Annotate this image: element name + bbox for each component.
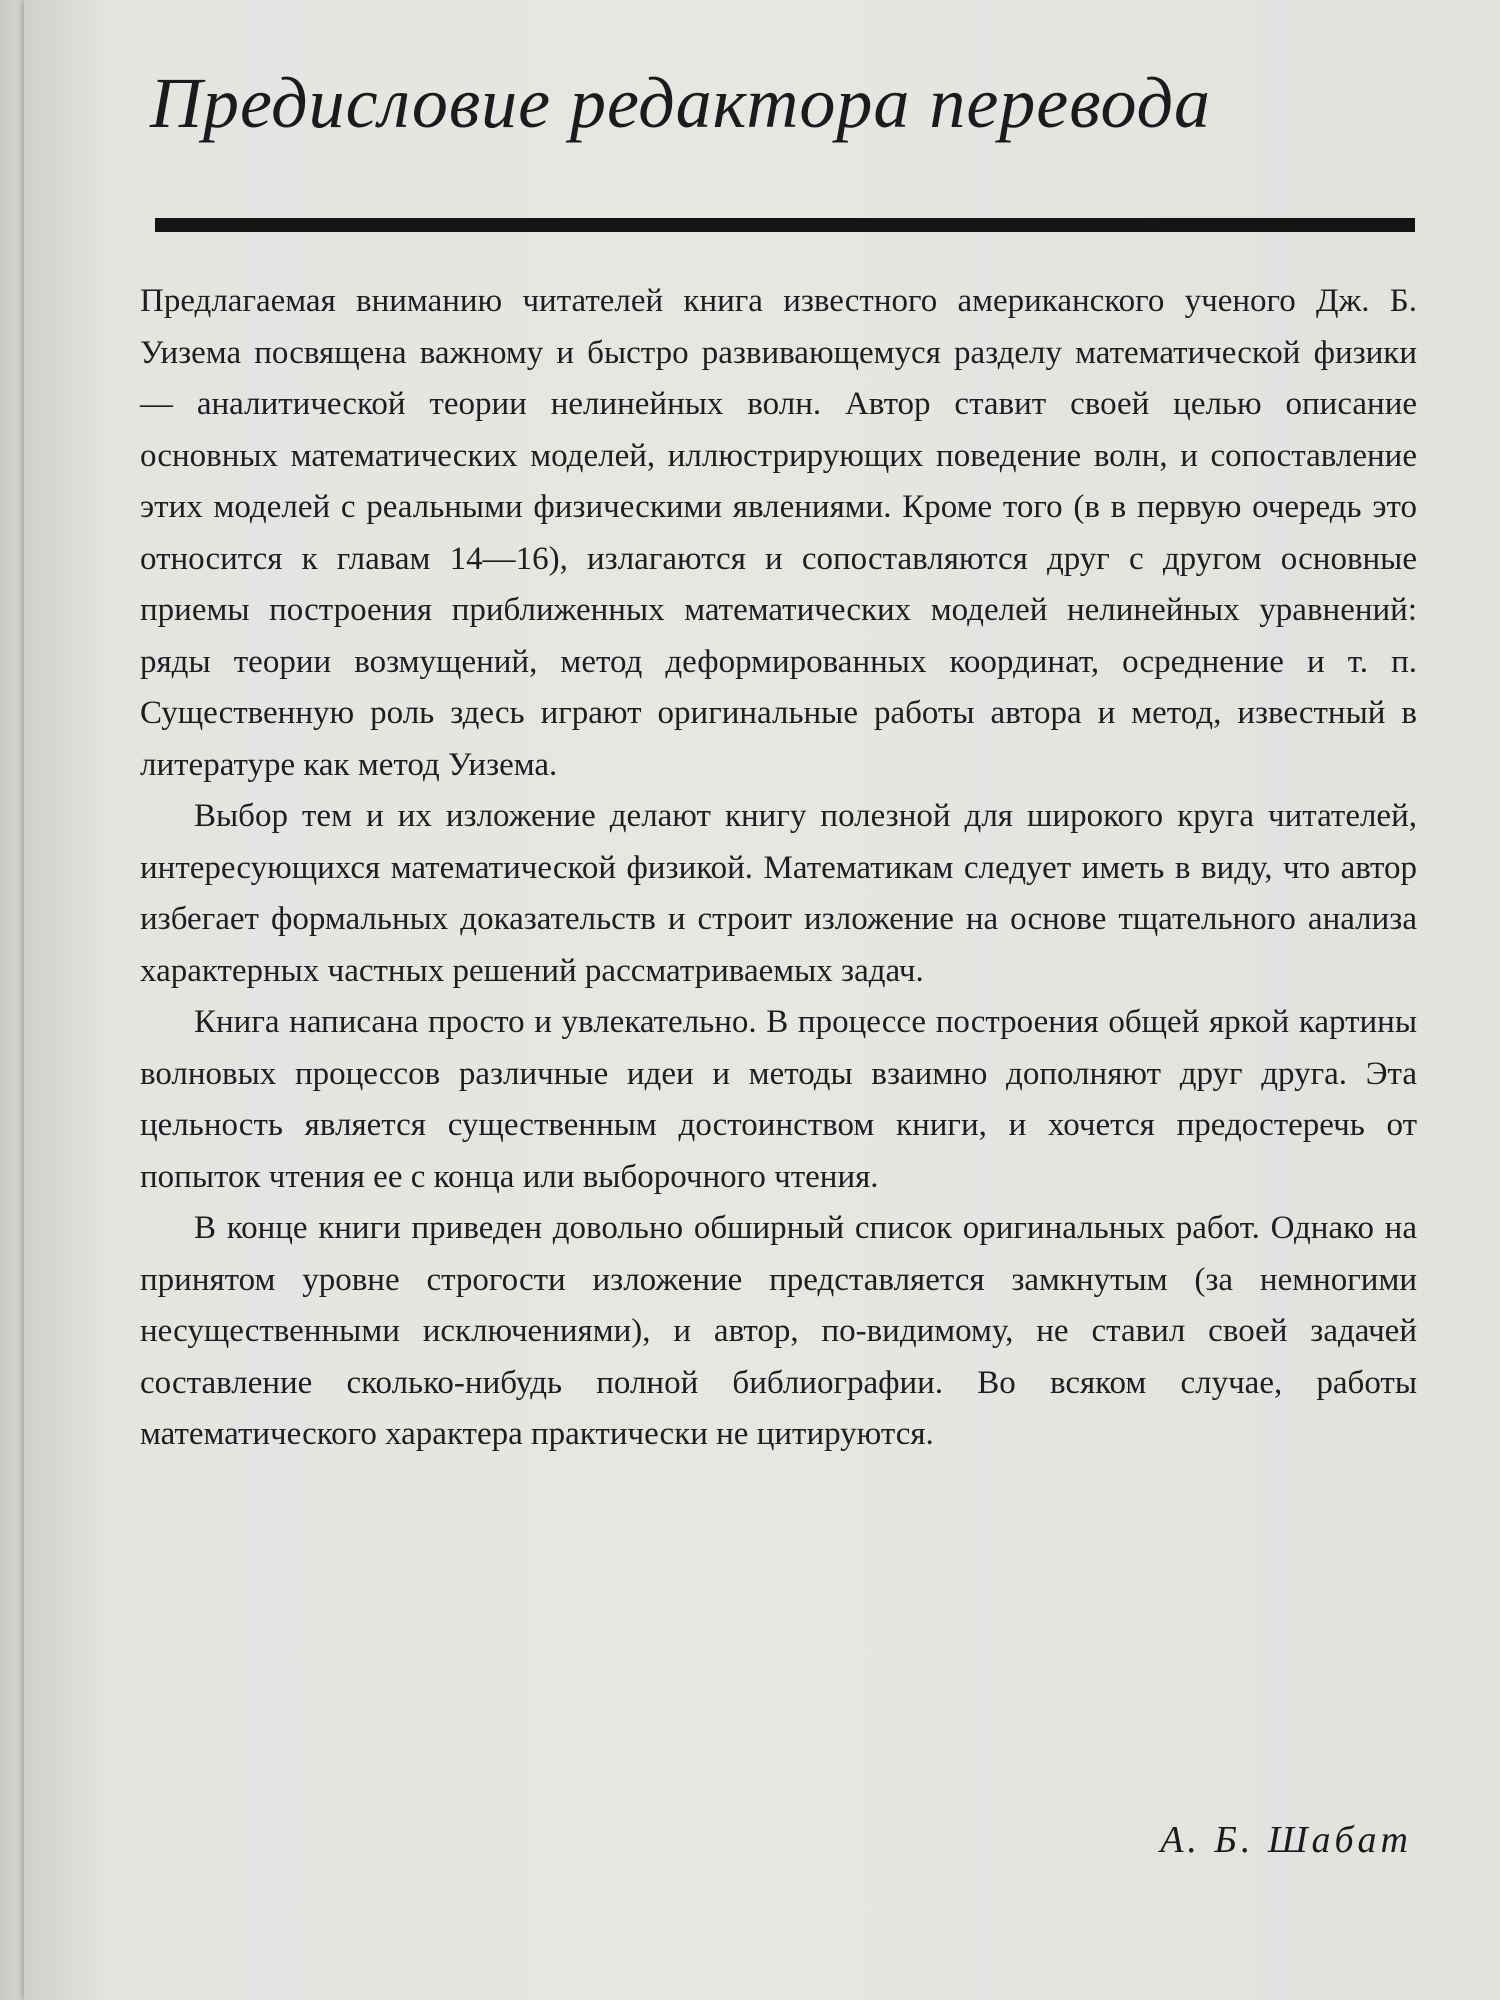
paragraph: Книга написана просто и увлекательно. В процессе построения общей яркой картины волновых процессов различные идеи и методы взаимно дополняют друг друга. Эта цельность является существенным достоинством книги, и хочется предостеречь от попыток чтения ее с конца или выборочного чтения. bbox=[140, 1004, 1417, 1195]
preface-body bbox=[140, 276, 1417, 1461]
paragraph: Выбор тем и их изложение делают книгу полезной для широкого круга читателей, интересующихся математической физикой. Математикам следует иметь в виду, что автор избегает формальных доказательств и строит изложение на основе тщательного анализа характерных частных решений рассматриваемых задач. bbox=[140, 798, 1417, 989]
book-gutter bbox=[0, 0, 24, 2000]
page-title: Предисловие редактора перевода bbox=[150, 63, 1212, 143]
title-rule bbox=[155, 218, 1415, 232]
signature: А. Б. Шабат bbox=[1160, 1819, 1412, 1861]
paragraph: В конце книги приведен довольно обширный список оригинальных работ. Однако на принятом уровне строгости изложение представляется замкнутым (за немногими несущественными исключениями), и автор, по-видимому, не ставил своей задачей составление сколько-нибудь полной библиографии. Во всяком случае, работы математического характера практически не цитируются. bbox=[140, 1210, 1417, 1452]
paragraph: Предлагаемая вниманию читателей книга известного американского ученого Дж. Б. Уизема посвящена важному и быстро развивающемуся разделу математической физики — аналитической теории нелинейных волн. Автор ставит своей целью описание основных математических моделей, иллюстрирующих поведение волн, и сопоставление этих моделей с реальными физическими явлениями. Кроме того (в в первую очередь это относится к главам 14—16), излагаются и сопоставляются друг с другом основные приемы построения приближенных математических моделей нелинейных уравнений: ряды теории возмущений, метод деформированных координат, осреднение и т. п. Существенную роль здесь играют оригинальные работы автора и метод, известный в литературе как метод Уизема. bbox=[140, 283, 1417, 783]
